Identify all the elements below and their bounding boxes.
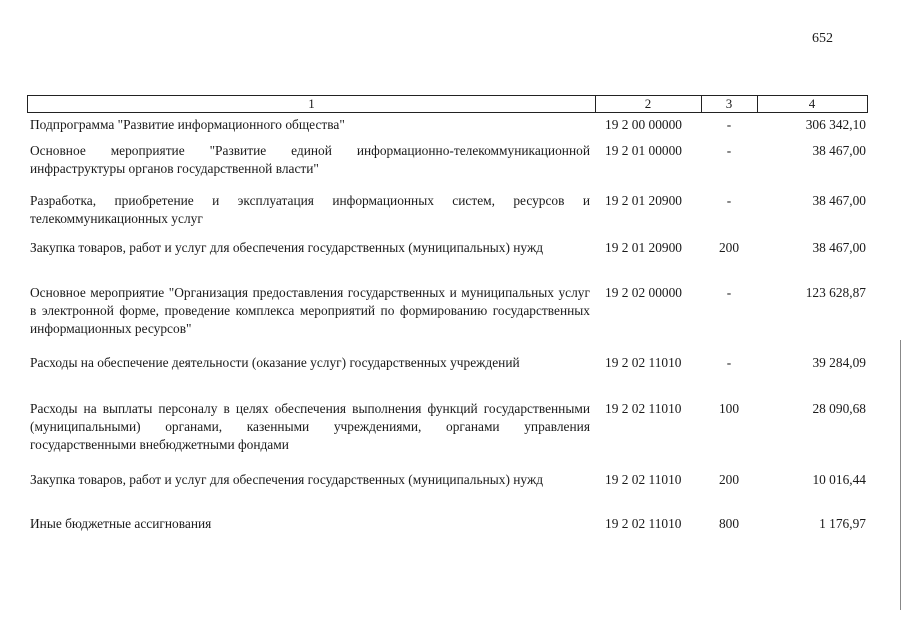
row-code: 19 2 02 11010 (605, 355, 682, 370)
row-sum: 28 090,68 (812, 401, 866, 416)
row-name: Закупка товаров, работ и услуг для обеспечения государственных (муниципальных) нужд (30, 472, 544, 487)
row-code: 19 2 02 00000 (605, 285, 682, 300)
row-sum: 38 467,00 (812, 240, 866, 255)
table-header (27, 95, 868, 113)
row-expense-type: 800 (718, 516, 740, 531)
row-sum: 123 628,87 (805, 285, 866, 300)
row-sum: 39 284,09 (812, 355, 866, 370)
header-col-2: 2 (595, 96, 702, 112)
row-code: 19 2 01 00000 (605, 143, 682, 158)
row-sum: 306 342,10 (805, 117, 866, 132)
row-name: Иные бюджетные ассигнования (30, 516, 212, 531)
row-code: 19 2 02 11010 (605, 472, 682, 487)
row-code: 19 2 02 11010 (605, 516, 682, 531)
row-code: 19 2 02 11010 (605, 401, 682, 416)
row-expense-type: - (726, 355, 732, 370)
row-sum: 38 467,00 (812, 143, 866, 158)
row-code: 19 2 01 20900 (605, 240, 682, 255)
row-name: Закупка товаров, работ и услуг для обеспечения государственных (муниципальных) нужд (30, 240, 544, 255)
row-sum: 38 467,00 (812, 193, 866, 208)
row-name: Разработка, приобретение и эксплуатация информационных систем, ресурсов и телекоммуникационных услуг (30, 193, 590, 227)
row-expense-type: - (726, 193, 732, 208)
scan-edge-line (900, 340, 901, 610)
header-col-4: 4 (808, 96, 816, 111)
row-name: Основное мероприятие "Организация предоставления государственных и муниципальных услуг в электронной форме, проведение комплекса мероприятий по формированию государственных информационных ресурсов" (30, 285, 590, 337)
header-col-3: 3 (701, 96, 758, 112)
row-name: Расходы на обеспечение деятельности (оказание услуг) государственных учреждений (30, 355, 520, 370)
row-expense-type: 100 (718, 401, 740, 416)
row-sum: 10 016,44 (812, 472, 866, 487)
row-name: Основное мероприятие "Развитие единой информационно-телекоммуникационной инфраструктуры органов государственной власти" (30, 143, 590, 177)
row-expense-type: - (726, 143, 732, 158)
row-sum: 1 176,97 (819, 516, 866, 531)
page-number: 652 (812, 31, 833, 46)
row-code: 19 2 00 00000 (605, 117, 682, 132)
row-name: Подпрограмма "Развитие информационного общества" (30, 117, 345, 132)
row-expense-type: 200 (718, 240, 740, 255)
row-expense-type: 200 (718, 472, 740, 487)
row-name: Расходы на выплаты персоналу в целях обеспечения выполнения функций государственными (муниципальными) органами, казенными учреждениями, органами управления государственными внебюджетными фондами (30, 401, 590, 453)
row-expense-type: - (726, 117, 732, 132)
row-expense-type: - (726, 285, 732, 300)
header-col-1: 1 (28, 96, 596, 112)
row-code: 19 2 01 20900 (605, 193, 682, 208)
